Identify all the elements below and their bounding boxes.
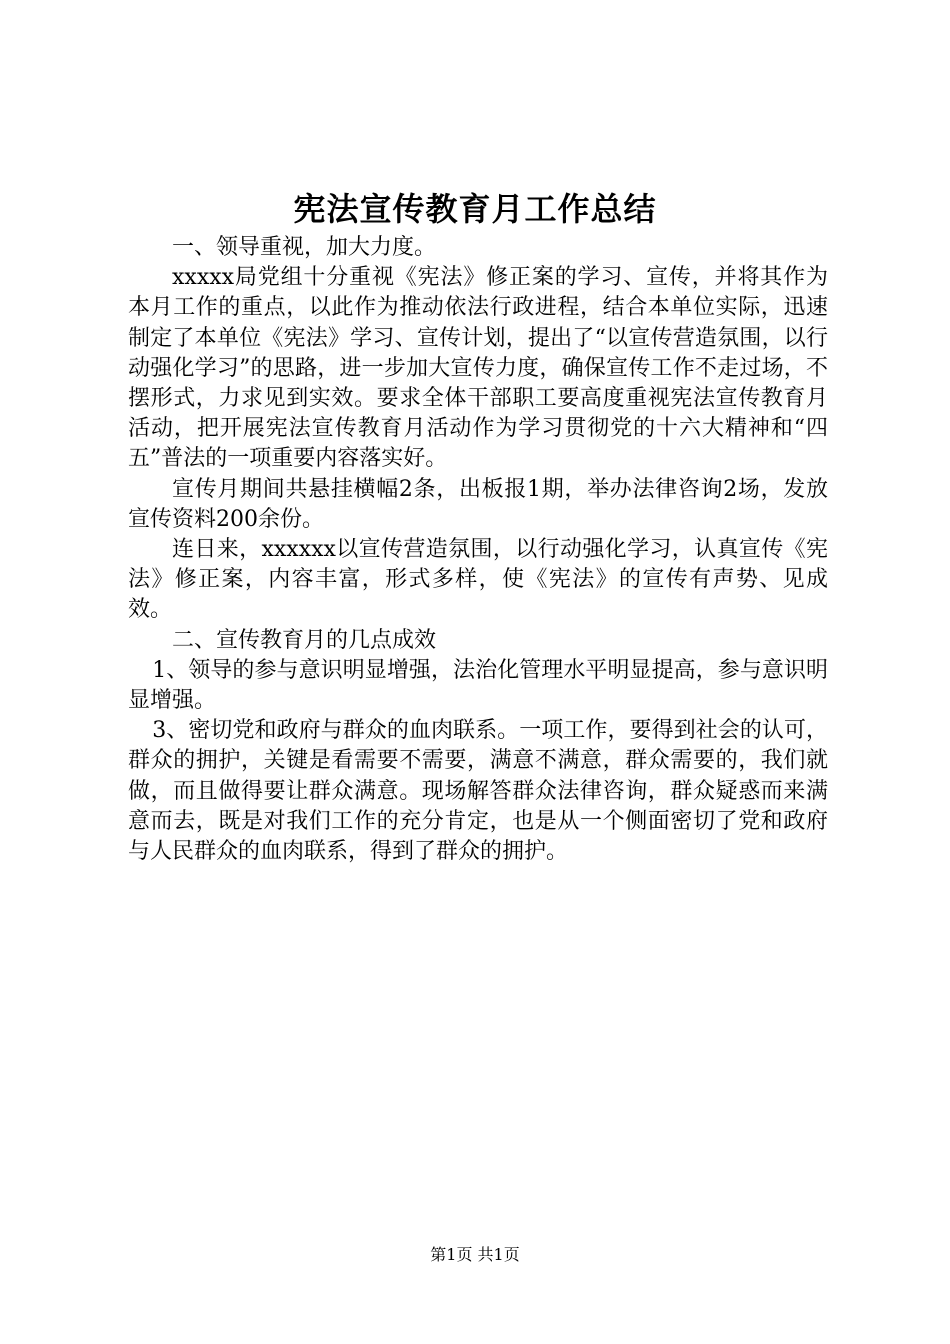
paragraph-result-1: 1、领导的参与意识明显增强，法治化管理水平明显提高，参与意识明显增强。	[128, 657, 828, 714]
paragraph-leadership: xxxxx局党组十分重视《宪法》修正案的学习、宣传，并将其作为本月工作的重点，以此作为推动依法行政进程，结合本单位实际，迅速制定了本单位《宪法》学习、宣传计划，提出了“以宣传营造氛围，以行动强化学习”的思路，进一步加大宣传力度，确保宣传工作不走过场，不摆形式，力求见到实效。要求全体干部职工要高度重视宪法宣传教育月活动，把开展宪法宣传教育月活动作为学习贯彻党的十六大精神和“四五”普法的一项重要内容落实好。	[128, 265, 828, 472]
section-heading-1: 一、领导重视，加大力度。	[172, 235, 437, 260]
document-title: 宪法宣传教育月工作总结	[293, 190, 657, 228]
paragraph-publicity: 连日来，xxxxxx以宣传营造氛围，以行动强化学习，认真宣传《宪法》修正案，内容丰富，形式多样，使《宪法》的宣传有声势、见成效。	[128, 537, 828, 623]
paragraph-result-3: 3、密切党和政府与群众的血肉联系。一项工作，要得到社会的认可，群众的拥护，关键是看需要不需要，满意不满意，群众需要的，我们就做，而且做得要让群众满意。现场解答群众法律咨询，群众疑惑而来满意而去，既是对我们工作的充分肯定，也是从一个侧面密切了党和政府与人民群众的血肉联系，得到了群众的拥护。	[128, 718, 828, 865]
page-footer: 第1页 共1页	[430, 1245, 520, 1264]
document-body	[128, 233, 828, 867]
section-heading-2: 二、宣传教育月的几点成效	[172, 627, 437, 653]
paragraph-activities: 宣传月期间共悬挂横幅2条，出板报1期，举办法律咨询2场，发放宣传资料200余份。	[128, 476, 828, 532]
